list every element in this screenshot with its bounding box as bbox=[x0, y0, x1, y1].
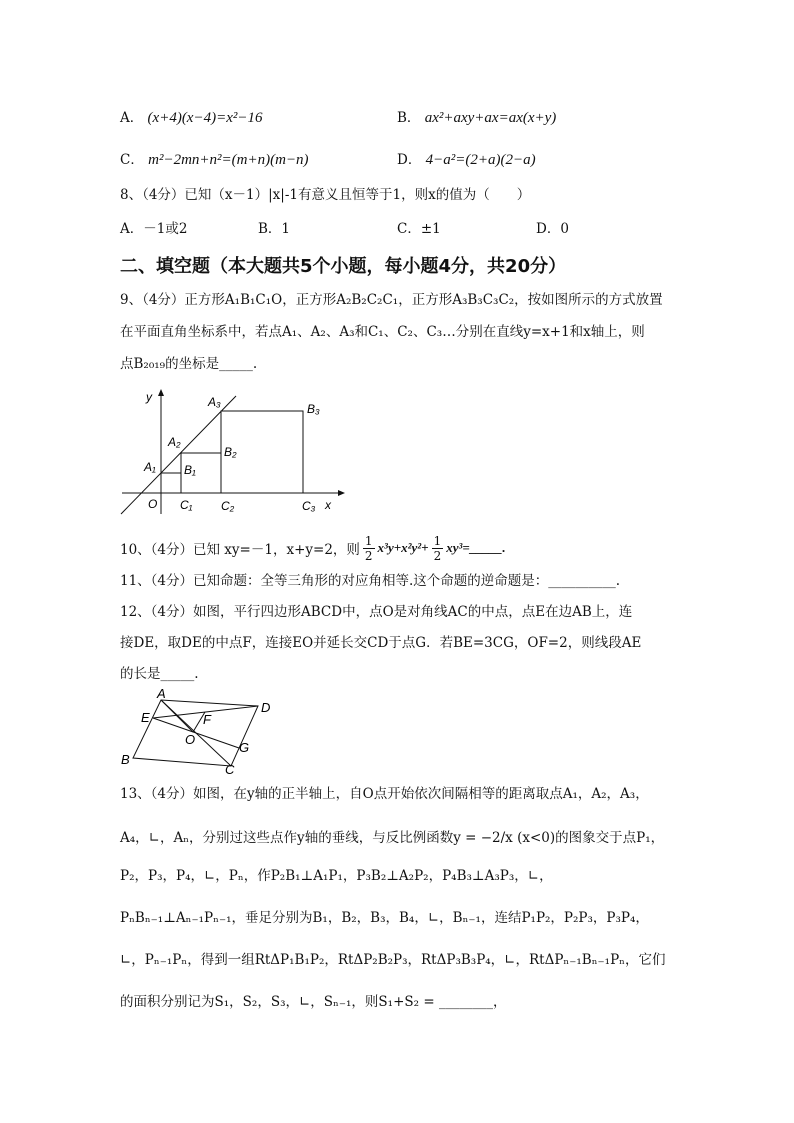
label-x: x bbox=[325, 498, 331, 512]
q7-option-a bbox=[120, 106, 263, 127]
label-D: D bbox=[261, 700, 271, 715]
q7-option-d-expr: 4−a²=(2+a)(2−a) bbox=[425, 152, 536, 168]
q12-parallelogram-figure bbox=[115, 688, 280, 776]
q10-prefix: 10、（4分）已知 xy=－1，x+y=2，则 bbox=[120, 542, 360, 558]
label-A3: A₃ bbox=[208, 395, 221, 409]
q10-tail: xy³=_____. bbox=[446, 540, 506, 555]
label-y: y bbox=[146, 390, 152, 404]
q13-line-3: P₂，P₃，P₄，∟，Pₙ，作P₂B₁⊥A₁P₁，P₃B₂⊥A₂P₂，P₄B₃⊥A₃P₃，∟， bbox=[120, 868, 553, 884]
label-A: A bbox=[157, 688, 166, 701]
q13-line-2: A₄，∟，Aₙ，分别过这些点作y轴的垂线，与反比例函数y = −2/x (x<0)的图象交于点P₁， bbox=[120, 830, 665, 846]
q7-option-b-label: B． bbox=[397, 110, 421, 126]
q10-fraction-1-num: 1 bbox=[364, 533, 373, 548]
q7-option-c-expr: m²−2mn+n²=(m+n)(m−n) bbox=[148, 152, 309, 168]
q10-fraction-1 bbox=[363, 534, 375, 563]
segment-ao bbox=[161, 700, 193, 732]
q9-line-2: 在平面直角坐标系中，若点A₁、A₂、A₃和C₁、C₂、C₃…分别在直线y=x+1和x轴上，则 bbox=[120, 324, 645, 340]
square-1 bbox=[161, 473, 181, 493]
q7-option-b bbox=[397, 106, 556, 127]
q13-line-1: 13、（4分）如图，在y轴的正半轴上，自O点开始依次间隔相等的距离取点A₁，A₂，A₃， bbox=[120, 786, 649, 802]
section-title-fill-in: 二、填空题（本大题共5个小题，每小题4分，共20分） bbox=[120, 256, 567, 277]
line-y-equals-x-plus-1 bbox=[121, 396, 236, 514]
q7-option-b-expr: ax²+axy+ax=ax(x+y) bbox=[424, 110, 557, 126]
q10-fraction-2-den: 2 bbox=[433, 548, 442, 563]
q8-option-b: B．1 bbox=[258, 221, 291, 237]
q12-line-2: 接DE，取DE的中点F，连接EO并延长交CD于点G．若BE=3CG，OF=2，则线段AE bbox=[120, 635, 642, 651]
label-G: G bbox=[239, 740, 250, 755]
q12-line-1: 12、（4分）如图，平行四边形ABCD中，点O是对角线AC的中点，点E在边AB上，连 bbox=[120, 604, 633, 620]
label-B: B bbox=[121, 752, 130, 767]
segment-eg bbox=[153, 718, 239, 748]
x-axis-arrow-icon bbox=[338, 490, 345, 496]
q9-line-3: 点B₂₀₁₉的坐标是_____. bbox=[120, 356, 258, 372]
q8-option-a: A．－1或2 bbox=[120, 221, 188, 237]
y-axis-arrow-icon bbox=[158, 389, 164, 396]
label-C3: C₃ bbox=[302, 499, 316, 513]
q7-option-d-label: D． bbox=[397, 152, 422, 168]
label-C2: C₂ bbox=[221, 499, 235, 513]
q7-option-d bbox=[397, 148, 536, 169]
q7-option-c bbox=[120, 148, 309, 169]
q13-line-5: ∟，Pₙ₋₁Pₙ，得到一组RtΔP₁B₁P₂，RtΔP₂B₂P₃，RtΔP₃B₃P₄，∟，RtΔPₙ₋₁Bₙ₋₁Pₙ，它们 bbox=[120, 952, 666, 968]
q8-option-d: D．0 bbox=[536, 221, 569, 237]
q13-line-4: PₙBₙ₋₁⊥Aₙ₋₁Pₙ₋₁，垂足分别为B₁，B₂，B₃，B₄，∟，Bₙ₋₁，连结P₁P₂，P₂P₃，P₃P₄， bbox=[120, 910, 649, 926]
label-C1: C₁ bbox=[180, 498, 193, 512]
q11-stem: 11、（4分）已知命题：全等三角形的对应角相等.这个命题的逆命题是：__________. bbox=[120, 573, 621, 589]
q8-option-c: C．±1 bbox=[397, 221, 441, 237]
q7-option-a-expr: (x+4)(x−4)=x²−16 bbox=[147, 110, 263, 126]
q7-option-a-label: A． bbox=[120, 110, 144, 126]
q12-line-3: 的长是_____. bbox=[120, 666, 199, 682]
q10-fraction-2-num: 1 bbox=[433, 533, 442, 548]
label-C: C bbox=[225, 762, 235, 776]
label-B2: B₂ bbox=[224, 445, 237, 459]
label-O: O bbox=[148, 497, 158, 511]
label-O: O bbox=[185, 732, 196, 747]
label-A1: A₁ bbox=[144, 460, 156, 474]
label-B1: B₁ bbox=[184, 463, 196, 477]
label-A2: A₂ bbox=[168, 435, 181, 449]
q13-line-6: 的面积分别记为S₁，S₂，S₃，∟，Sₙ₋₁，则S₁+S₂ = ________， bbox=[120, 994, 507, 1010]
q10-fraction-1-den: 2 bbox=[364, 548, 373, 563]
q7-option-c-label: C． bbox=[120, 152, 144, 168]
label-E: E bbox=[141, 710, 150, 725]
q10 bbox=[120, 530, 506, 566]
label-B3: B₃ bbox=[307, 402, 320, 416]
q10-fraction-2 bbox=[432, 534, 444, 563]
q9-squares-figure bbox=[118, 386, 348, 518]
q10-middle: x³y+x²y²+ bbox=[377, 540, 429, 555]
q8-stem: 8、（4分）已知（x－1）|x|-1有意义且恒等于1，则x的值为（ ） bbox=[120, 187, 531, 203]
q9-line-1: 9、（4分）正方形A₁B₁C₁O，正方形A₂B₂C₂C₁，正方形A₃B₃C₃C₂，按如图所示的方式放置 bbox=[120, 292, 663, 308]
label-F: F bbox=[203, 712, 211, 727]
